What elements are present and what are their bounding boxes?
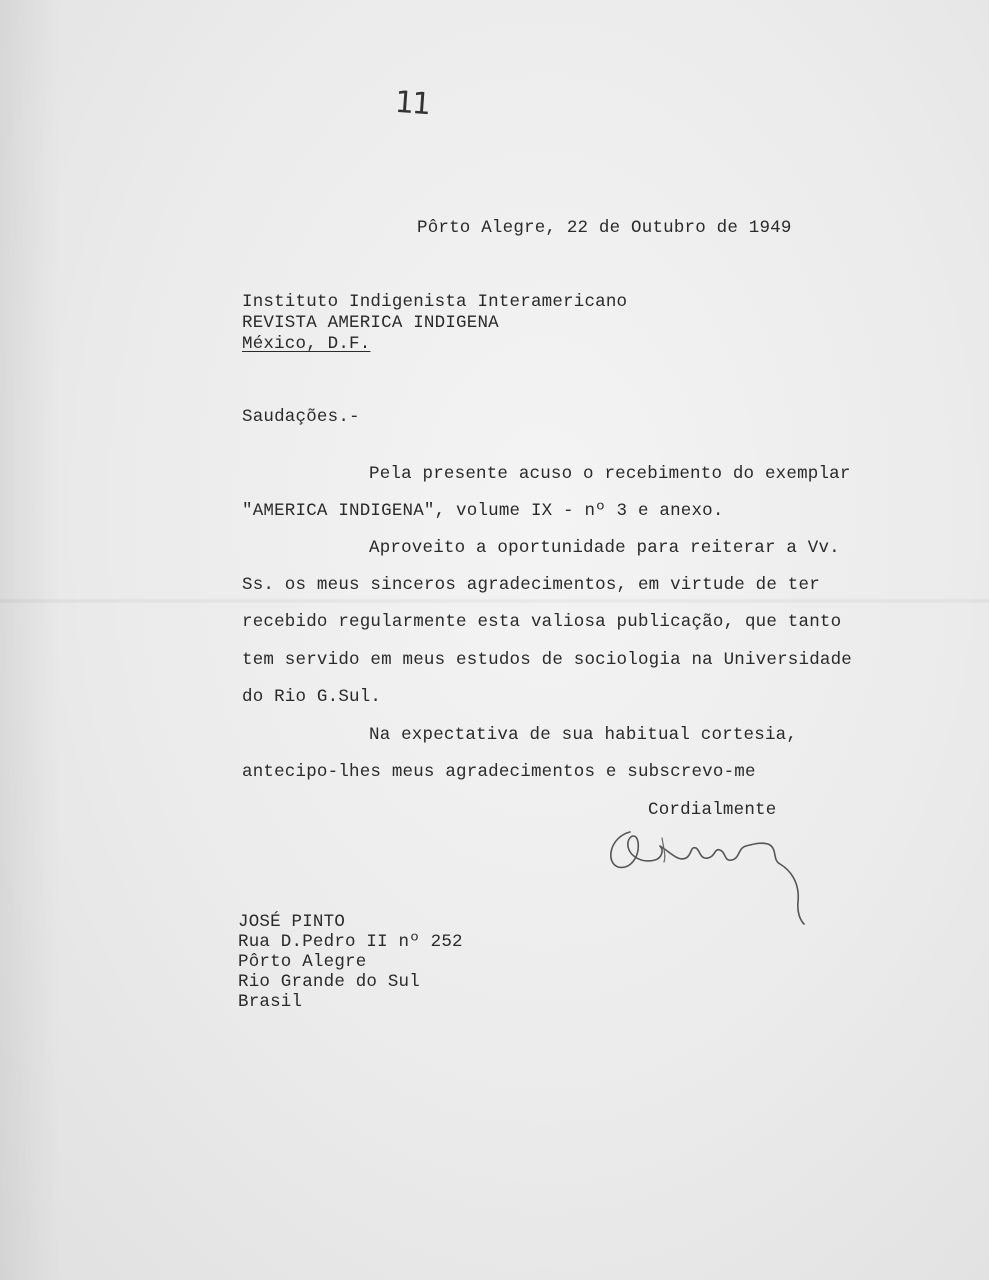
sender-city: Pôrto Alegre xyxy=(238,952,367,972)
folio-mark: 11 xyxy=(393,84,431,123)
salutation: Saudações.- xyxy=(242,407,360,427)
sender-country: Brasil xyxy=(238,992,303,1012)
sender-state: Rio Grande do Sul xyxy=(238,972,420,992)
body-line-5: recebido regularmente esta valiosa publicação, que tanto xyxy=(242,612,842,632)
body-line-4: Ss. os meus sinceros agradecimentos, em virtude de ter xyxy=(242,575,820,595)
body-line-9: antecipo-lhes meus agradecimentos e subscrevo-me xyxy=(242,762,756,782)
body-line-6: tem servido em meus estudos de sociologia na Universidade xyxy=(242,650,852,670)
body-line-3: Aproveito a oportunidade para reiterar a Vv. xyxy=(369,538,840,558)
sender-street: Rua D.Pedro II nº 252 xyxy=(238,932,463,952)
recipient-line-2: REVISTA AMERICA INDIGENA xyxy=(242,313,499,333)
body-line-8: Na expectativa de sua habitual cortesia, xyxy=(369,725,798,745)
closing: Cordialmente xyxy=(648,800,777,820)
recipient-line-3: México, D.F. xyxy=(242,334,371,354)
page-fold-line xyxy=(0,598,989,604)
handwritten-signature xyxy=(600,812,820,932)
recipient-line-1: Instituto Indigenista Interamericano xyxy=(242,292,628,312)
date-line: Pôrto Alegre, 22 de Outubro de 1949 xyxy=(417,218,792,238)
page-edge-shadow xyxy=(0,0,60,1280)
body-line-2: "AMERICA INDIGENA", volume IX - nº 3 e anexo. xyxy=(242,501,724,521)
body-line-1: Pela presente acuso o recebimento do exemplar xyxy=(369,464,851,484)
sender-name: JOSÉ PINTO xyxy=(238,912,346,932)
body-line-7: do Rio G.Sul. xyxy=(242,687,382,707)
